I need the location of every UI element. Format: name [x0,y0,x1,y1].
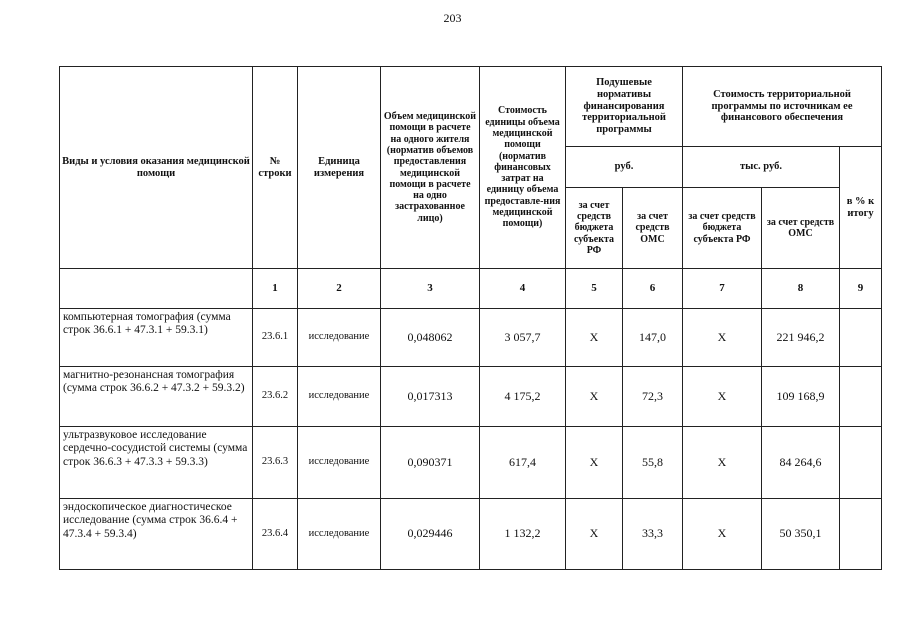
table-row [60,427,882,499]
row-number: 23.6.1 [253,309,298,367]
row-name: компьютерная томография (сумма строк 36.6.1 + 47.3.1 + 59.3.1) [60,309,253,367]
row-name: магнитно-резонансная томография (сумма строк 36.6.2 + 47.3.2 + 59.3.2) [60,367,253,427]
row-cost: 617,4 [480,427,566,499]
row-volume: 0,017313 [381,367,480,427]
financing-table [59,66,882,570]
header-oms-rub: за счет средств ОМС [623,188,683,269]
column-numbers-row [60,269,882,309]
column-number-empty [60,269,253,309]
row-unit: исследование [298,499,381,570]
row-oms-rub: 33,3 [623,499,683,570]
column-number: 6 [623,269,683,309]
row-oms-thous: 109 168,9 [762,367,840,427]
header-rub: руб. [566,147,683,188]
row-percent [840,367,882,427]
row-oms-thous: 84 264,6 [762,427,840,499]
page-number: 203 [443,11,462,25]
row-oms-rub: 72,3 [623,367,683,427]
row-budget-rub: Х [566,367,623,427]
table-row [60,309,882,367]
column-number: 2 [298,269,381,309]
column-number: 7 [683,269,762,309]
row-cost: 4 175,2 [480,367,566,427]
header-thous-rub: тыс. руб. [683,147,840,188]
row-name: эндоскопическое диагностическое исследование (сумма строк 36.6.4 + 47.3.4 + 59.3.4) [60,499,253,570]
row-oms-thous: 221 946,2 [762,309,840,367]
column-number: 1 [253,269,298,309]
row-percent [840,309,882,367]
row-budget-rub: Х [566,499,623,570]
column-number: 5 [566,269,623,309]
header-unit: Единица измерения [298,67,381,269]
row-cost: 1 132,2 [480,499,566,570]
row-cost: 3 057,7 [480,309,566,367]
column-number: 4 [480,269,566,309]
row-name: ультразвуковое исследование сердечно-сосудистой системы (сумма строк 36.6.3 + 47.3.3 + 59.3.3) [60,427,253,499]
header-percent-total: в % к итогу [840,147,882,269]
row-oms-rub: 55,8 [623,427,683,499]
row-budget-rub: Х [566,427,623,499]
row-budget-thous: Х [683,499,762,570]
row-unit: исследование [298,367,381,427]
column-number: 9 [840,269,882,309]
row-volume: 0,090371 [381,427,480,499]
row-budget-thous: Х [683,367,762,427]
row-budget-rub: Х [566,309,623,367]
row-number: 23.6.3 [253,427,298,499]
row-percent [840,427,882,499]
row-budget-thous: Х [683,309,762,367]
row-unit: исследование [298,427,381,499]
header-budget-thous: за счет средств бюджета субъекта РФ [683,188,762,269]
row-oms-thous: 50 350,1 [762,499,840,570]
header-oms-thous: за счет средств ОМС [762,188,840,269]
row-budget-thous: Х [683,427,762,499]
header-volume-norm: Объем медицинской помощи в расчете на одного жителя (норматив объемов предоставления медицинской помощи в расчете на одно застрахованное лицо) [381,67,480,269]
header-program-cost: Стоимость территориальной программы по источникам ее финансового обеспечения [683,67,882,147]
header-kind: Виды и условия оказания медицинской помощи [60,67,253,269]
table-row [60,367,882,427]
row-volume: 0,048062 [381,309,480,367]
row-number: 23.6.2 [253,367,298,427]
header-row-no: № строки [253,67,298,269]
column-number: 3 [381,269,480,309]
row-volume: 0,029446 [381,499,480,570]
row-unit: исследование [298,309,381,367]
header-per-capita-norms: Подушевые нормативы финансирования территориальной программы [566,67,683,147]
header-budget-rub: за счет средств бюджета субъекта РФ [566,188,623,269]
header-unit-cost: Стоимость единицы объема медицинской помощи (норматив финансовых затрат на единицу объема предоставле-ния медицинской помощи) [480,67,566,269]
table-row [60,499,882,570]
row-number: 23.6.4 [253,499,298,570]
row-oms-rub: 147,0 [623,309,683,367]
row-percent [840,499,882,570]
column-number: 8 [762,269,840,309]
